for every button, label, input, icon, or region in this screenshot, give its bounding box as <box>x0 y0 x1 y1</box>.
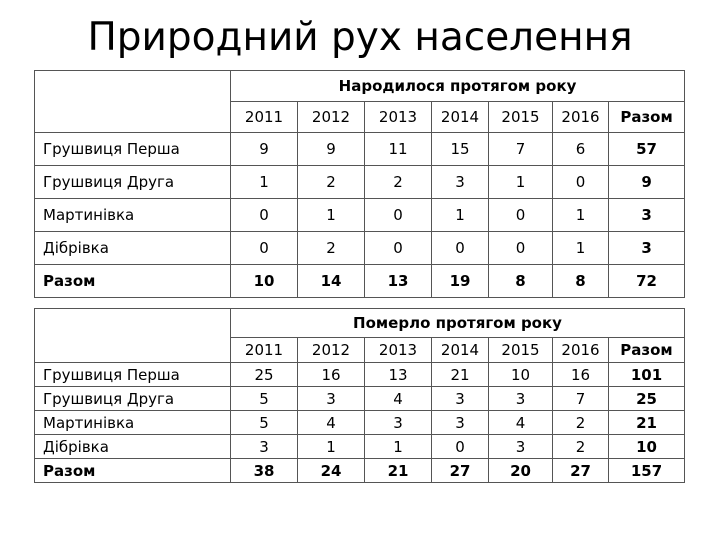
births-row-label: Грушвиця Друга <box>35 166 231 199</box>
births-table <box>34 70 685 298</box>
deaths-cell: 2 <box>553 411 609 435</box>
deaths-grand-total: 157 <box>609 459 685 483</box>
deaths-total-row <box>35 459 685 483</box>
births-total-label: Разом <box>35 265 231 298</box>
deaths-row-total: 21 <box>609 411 685 435</box>
deaths-total-cell: 24 <box>298 459 365 483</box>
births-cell: 11 <box>365 133 432 166</box>
deaths-total-cell: 27 <box>432 459 489 483</box>
births-total-cell: 10 <box>231 265 298 298</box>
births-header-2014: 2014 <box>432 102 489 133</box>
deaths-row-label: Грушвиця Перша <box>35 363 231 387</box>
deaths-cell: 4 <box>298 411 365 435</box>
deaths-cell: 3 <box>365 411 432 435</box>
births-grand-total: 72 <box>609 265 685 298</box>
births-cell: 1 <box>553 232 609 265</box>
births-header-2011: 2011 <box>231 102 298 133</box>
deaths-cell: 3 <box>231 435 298 459</box>
deaths-cell: 3 <box>489 387 553 411</box>
births-cell: 1 <box>553 199 609 232</box>
deaths-cell: 3 <box>298 387 365 411</box>
births-total-cell: 19 <box>432 265 489 298</box>
births-cell: 0 <box>489 232 553 265</box>
deaths-row-total: 10 <box>609 435 685 459</box>
deaths-row-label: Дібрівка <box>35 435 231 459</box>
births-cell: 0 <box>365 199 432 232</box>
births-cell: 1 <box>432 199 489 232</box>
births-total-cell: 8 <box>553 265 609 298</box>
births-cell: 9 <box>298 133 365 166</box>
deaths-table <box>34 308 685 483</box>
births-row-total: 9 <box>609 166 685 199</box>
deaths-row <box>35 387 685 411</box>
births-cell: 7 <box>489 133 553 166</box>
deaths-cell: 16 <box>298 363 365 387</box>
deaths-total-cell: 20 <box>489 459 553 483</box>
deaths-header-total: Разом <box>609 338 685 363</box>
births-total-cell: 13 <box>365 265 432 298</box>
deaths-cell: 1 <box>298 435 365 459</box>
births-cell: 2 <box>298 166 365 199</box>
deaths-header-2013: 2013 <box>365 338 432 363</box>
births-cell: 0 <box>553 166 609 199</box>
births-cell: 0 <box>365 232 432 265</box>
deaths-header-2011: 2011 <box>231 338 298 363</box>
births-cell: 1 <box>231 166 298 199</box>
births-row-total: 3 <box>609 199 685 232</box>
deaths-cell: 16 <box>553 363 609 387</box>
births-corner-cell <box>35 71 231 133</box>
deaths-header-2014: 2014 <box>432 338 489 363</box>
births-cell: 3 <box>432 166 489 199</box>
deaths-row <box>35 363 685 387</box>
deaths-header-2012: 2012 <box>298 338 365 363</box>
births-header-2016: 2016 <box>553 102 609 133</box>
deaths-row-total: 101 <box>609 363 685 387</box>
deaths-cell: 7 <box>553 387 609 411</box>
births-total-row <box>35 265 685 298</box>
deaths-total-cell: 38 <box>231 459 298 483</box>
deaths-cell: 1 <box>365 435 432 459</box>
births-row-label: Грушвиця Перша <box>35 133 231 166</box>
deaths-caption: Померло протягом року <box>231 309 685 338</box>
deaths-row-label: Грушвиця Друга <box>35 387 231 411</box>
births-cell: 0 <box>432 232 489 265</box>
deaths-cell: 0 <box>432 435 489 459</box>
deaths-cell: 5 <box>231 387 298 411</box>
deaths-row-total: 25 <box>609 387 685 411</box>
births-row-label: Мартинівка <box>35 199 231 232</box>
deaths-cell: 4 <box>489 411 553 435</box>
births-header-2013: 2013 <box>365 102 432 133</box>
births-cell: 1 <box>298 199 365 232</box>
deaths-cell: 3 <box>489 435 553 459</box>
births-cell: 0 <box>231 199 298 232</box>
deaths-cell: 3 <box>432 387 489 411</box>
deaths-cell: 10 <box>489 363 553 387</box>
deaths-row-label: Мартинівка <box>35 411 231 435</box>
deaths-cell: 5 <box>231 411 298 435</box>
births-cell: 2 <box>365 166 432 199</box>
deaths-cell: 13 <box>365 363 432 387</box>
deaths-cell: 21 <box>432 363 489 387</box>
deaths-total-cell: 27 <box>553 459 609 483</box>
slide-title: Природний рух населення <box>87 15 633 60</box>
births-cell: 0 <box>489 199 553 232</box>
deaths-row <box>35 435 685 459</box>
births-header-total: Разом <box>609 102 685 133</box>
deaths-header-2016: 2016 <box>553 338 609 363</box>
births-total-cell: 14 <box>298 265 365 298</box>
deaths-corner-cell <box>35 309 231 363</box>
births-cell: 6 <box>553 133 609 166</box>
deaths-total-label: Разом <box>35 459 231 483</box>
births-cell: 2 <box>298 232 365 265</box>
deaths-total-cell: 21 <box>365 459 432 483</box>
deaths-cell: 25 <box>231 363 298 387</box>
deaths-row <box>35 411 685 435</box>
births-header-2012: 2012 <box>298 102 365 133</box>
births-row-total: 3 <box>609 232 685 265</box>
births-header-2015: 2015 <box>489 102 553 133</box>
births-caption: Народилося протягом року <box>231 71 685 102</box>
births-cell: 1 <box>489 166 553 199</box>
births-total-cell: 8 <box>489 265 553 298</box>
deaths-header-2015: 2015 <box>489 338 553 363</box>
births-row <box>35 199 685 232</box>
deaths-cell: 4 <box>365 387 432 411</box>
births-row-label: Дібрівка <box>35 232 231 265</box>
births-row <box>35 232 685 265</box>
births-row <box>35 166 685 199</box>
births-row-total: 57 <box>609 133 685 166</box>
births-row <box>35 133 685 166</box>
births-cell: 9 <box>231 133 298 166</box>
births-cell: 15 <box>432 133 489 166</box>
deaths-cell: 2 <box>553 435 609 459</box>
deaths-cell: 3 <box>432 411 489 435</box>
births-cell: 0 <box>231 232 298 265</box>
